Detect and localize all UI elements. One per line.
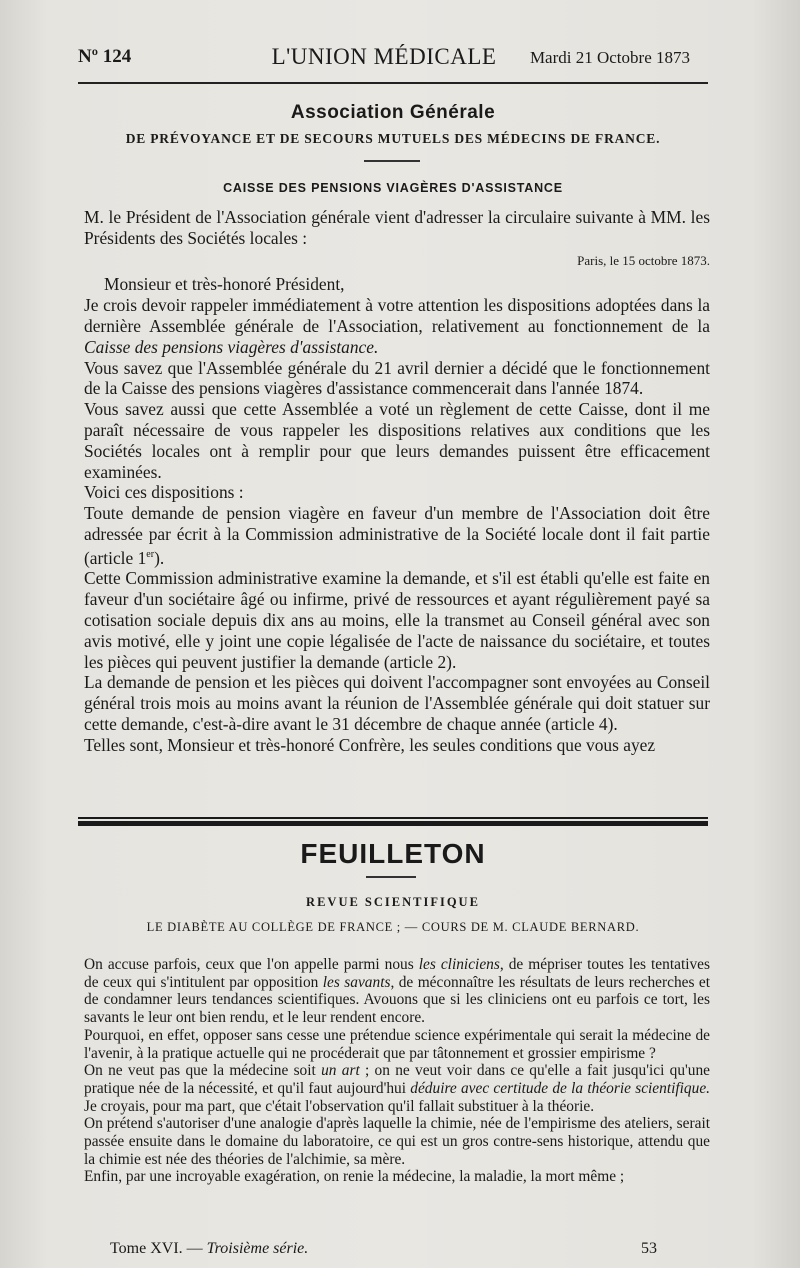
fe-paragraph-3 bbox=[84, 1062, 710, 1115]
association-subtitle: DE PRÉVOYANCE ET DE SECOURS MUTUELS DES MÉDECINS DE FRANCE. bbox=[125, 131, 661, 146]
fe-p1-i2: les savants bbox=[322, 973, 391, 991]
paragraph-8: Telles sont, Monsieur et très-honoré Confrère, les seules conditions que vous ayez bbox=[84, 734, 656, 755]
fe-p3-a: On ne veut pas que la médecine soit bbox=[84, 1062, 322, 1080]
issue-date: Mardi 21 Octobre 1873 bbox=[529, 48, 690, 67]
circular-body bbox=[84, 207, 710, 756]
p5-text: Toute demande de pension viagère en faveur d'un membre de l'Association doit être adressée par écrit à la Commission administrative de la Société locale dont il fait partie (article 1 bbox=[84, 503, 710, 568]
p1-text: Je crois devoir rappeler immédiatement à votre attention les dispositions adoptées dans la dernière Assemblée générale de l'Association, relativement au fonctionnement de la bbox=[84, 295, 710, 336]
revue-heading: REVUE SCIENTIFIQUE bbox=[306, 895, 480, 909]
tome-label: Tome XVI. — bbox=[110, 1240, 207, 1257]
feuilleton-rule-thin bbox=[78, 817, 708, 819]
feuilleton-rule-thick bbox=[78, 821, 708, 826]
fe-paragraph-1 bbox=[84, 956, 710, 1027]
fe-p1-c: , de méconnaître les résultats de leurs recherches et de condamner leurs tendances scientifiques. Avouons que si les cliniciens ont eu parfois ce tort, les savants le leur ont bien rendu, et le leur rendent encore. bbox=[84, 973, 711, 1027]
salutation: Monsieur et très-honoré Président, bbox=[104, 274, 345, 295]
fe-paragraph-5: Enfin, par une incroyable exagération, on renie la médecine, la maladie, la mort même ; bbox=[84, 1168, 625, 1186]
fe-p1-b: , de mépriser toutes les tentatives de ceux qui s'intitulent par opposition bbox=[84, 956, 711, 991]
issue-number: Nº 124 bbox=[78, 46, 132, 67]
running-header bbox=[78, 44, 690, 76]
paragraph-6: Cette Commission administrative examine la demande, et s'il est établi qu'elle est faite en faveur d'un sociétaire âgé ou infirme, privé de ressources et ayant régulièrement payé sa cotisation sociale depuis dix ans au moins, elle la transmet au Conseil général avec son avis motivé, elle y joint une copie légalisée de l'acte de naissance du sociétaire, et toutes les pièces qui peuvent justifier la demande (article 2). bbox=[84, 568, 710, 672]
p5-end: ). bbox=[154, 547, 165, 568]
feuilleton-divider bbox=[366, 876, 416, 878]
fe-p1-i1: les cliniciens bbox=[418, 956, 500, 973]
fe-p3-i2: déduire avec certitude de la théorie scientifique. bbox=[410, 1079, 711, 1097]
paragraph-7: La demande de pension et les pièces qui doivent l'accompagner sont envoyées au Conseil général trois mois au moins avant la réunion de l'Assemblée générale qui doit statuer sur cette demande, c'est-à-dire avant le 31 décembre de chaque année (article 4). bbox=[84, 672, 710, 734]
fe-paragraph-2: Pourquoi, en effet, opposer sans cesse une prétendue science expérimentale qui serait la médecine de l'avenir, à la pratique actuelle qui ne procéderait que par tâtonnement et grossier empirisme ? bbox=[84, 1026, 710, 1062]
paragraph-1 bbox=[84, 295, 710, 357]
p1-italic: Caisse des pensions viagères d'assistance. bbox=[84, 336, 379, 357]
series-label: Troisième série. bbox=[206, 1240, 309, 1257]
association-title: Association Générale bbox=[290, 102, 496, 123]
fe-p3-b: ; on ne veut voir dans ce qu'elle a fait jusqu'ici qu'une pratique née de la nécessité, et qu'il faut aujourd'hui bbox=[84, 1062, 711, 1097]
feuilleton-body bbox=[84, 956, 710, 1186]
paragraph-3: Vous savez aussi que cette Assemblée a voté un règlement de cette Caisse, dont il me paraît nécessaire de vous rappeler les dispositions relatives aux conditions que les Sociétés locales ont à remplir pour que leurs demandes puissent être efficacement examinées. bbox=[84, 399, 710, 482]
feuilleton-title: FEUILLETON bbox=[300, 838, 486, 869]
place-date: Paris, le 15 octobre 1873. bbox=[577, 252, 710, 268]
header-rule bbox=[78, 82, 708, 84]
fe-p3-c: Je croyais, pour ma part, que c'était l'observation qu'il fallait substituer à la théorie. bbox=[84, 1097, 595, 1115]
page-number: 53 bbox=[641, 1240, 657, 1257]
short-divider bbox=[364, 160, 420, 162]
paragraph-5 bbox=[84, 503, 710, 568]
paragraph-4: Voici ces dispositions : bbox=[84, 482, 244, 503]
journal-title: L'UNION MÉDICALE bbox=[271, 44, 497, 69]
fe-paragraph-4: On prétend s'autoriser d'une analogie d'après laquelle la chimie, née de l'empirisme des ateliers, serait passée ensuite dans le domaine du laboratoire, ce qui est un gros contre-sens historique, attendu que la chimie est née des théories de l'alchimie, sa mère. bbox=[84, 1115, 710, 1168]
article-subtitle: LE DIABÈTE AU COLLÈGE DE FRANCE ; — COURS DE M. CLAUDE BERNARD. bbox=[146, 920, 640, 934]
fe-p3-i1: un art bbox=[321, 1062, 360, 1080]
p5-sup: er bbox=[146, 548, 155, 560]
volume-footer bbox=[110, 1240, 308, 1258]
paragraph-2: Vous savez que l'Assemblée générale du 21 avril dernier a décidé que le fonctionnement de la Caisse des pensions viagères d'assistance commencerait dans l'année 1874. bbox=[84, 357, 710, 399]
intro-paragraph: M. le Président de l'Association générale vient d'adresser la circulaire suivante à MM. les Présidents des Sociétés locales : bbox=[84, 207, 710, 248]
section-heading: CAISSE DES PENSIONS VIAGÈRES D'ASSISTANCE bbox=[223, 181, 563, 195]
fe-p1-a: On accuse parfois, ceux que l'on appelle parmi nous bbox=[84, 956, 419, 973]
